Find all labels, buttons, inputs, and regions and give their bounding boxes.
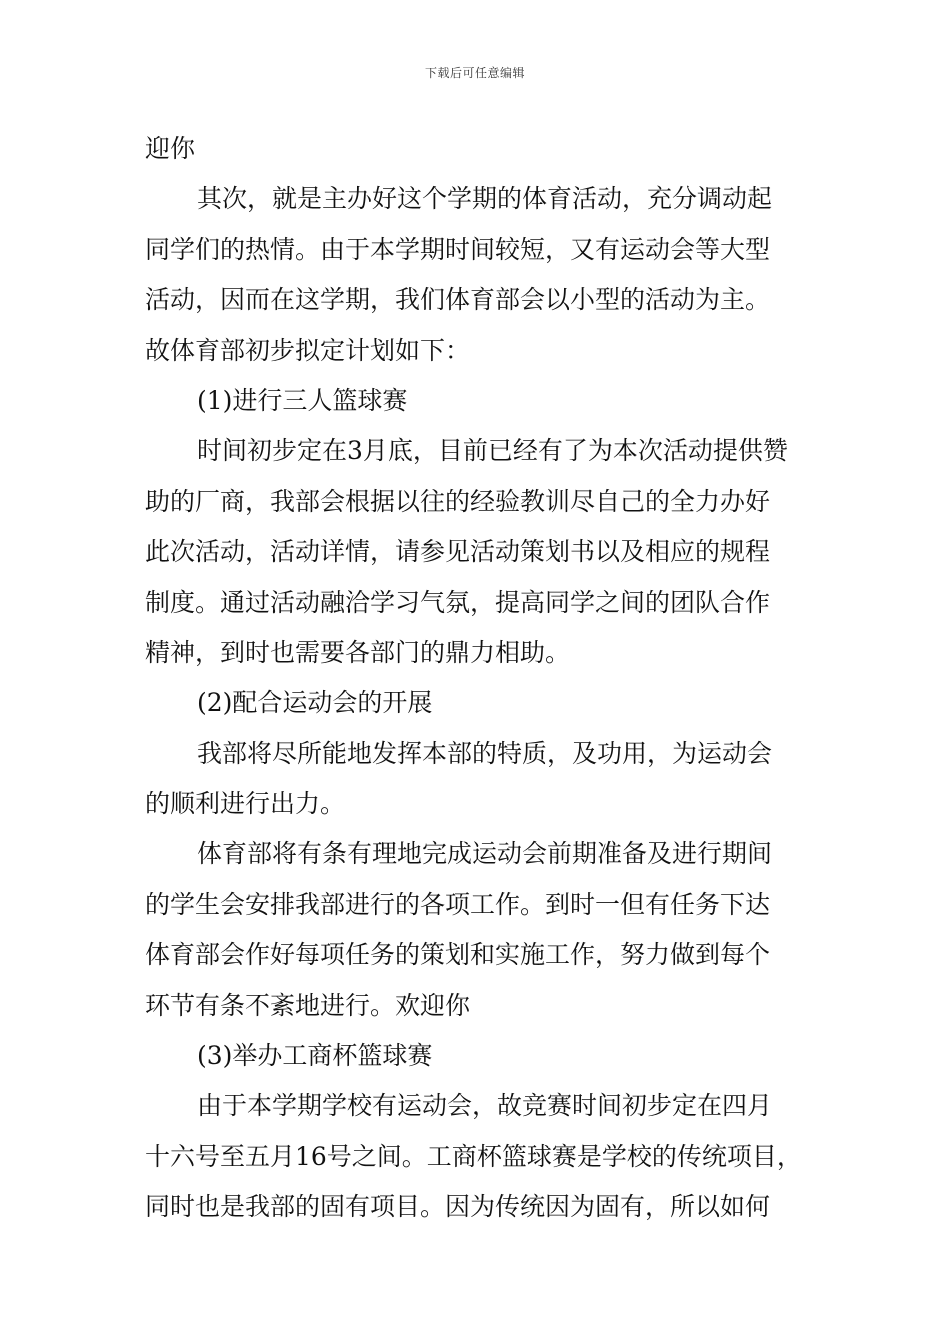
text-line: 体育部将有条有理地完成运动会前期准备及进行期间 [197, 839, 773, 869]
header-note: 下载后可任意编辑 [424, 66, 525, 80]
text-line: (2)配合运动会的开展 [197, 688, 433, 718]
text-line: 时间初步定在3月底，目前已经有了为本次活动提供赞 [197, 436, 788, 466]
text-line: 制度。通过活动融洽学习气氛，提高同学之间的团队合作 [145, 587, 771, 617]
text-line: 十六号至五月16号之间。工商杯篮球赛是学校的传统项目， [145, 1141, 802, 1171]
text-line: 的顺利进行出力。 [145, 789, 346, 819]
text-line: 助的厂商，我部会根据以往的经验教训尽自己的全力办好 [145, 486, 771, 516]
text-line: (3)举办工商杯篮球赛 [197, 1041, 433, 1071]
text-line: (1)进行三人篮球赛 [197, 385, 408, 415]
text-line: 体育部会作好每项任务的策划和实施工作，努力做到每个 [145, 940, 771, 970]
text-line: 同时也是我部的固有项目。因为传统因为固有，所以如何 [145, 1192, 771, 1222]
text-line: 同学们的热情。由于本学期时间较短，又有运动会等大型 [145, 234, 771, 264]
text-line: 其次，就是主办好这个学期的体育活动，充分调动起 [197, 184, 773, 214]
text-line: 的学生会安排我部进行的各项工作。到时一但有任务下达 [145, 889, 771, 919]
text-line: 我部将尽所能地发挥本部的特质，及功用，为运动会 [197, 738, 773, 768]
text-line: 此次活动，活动详情，请参见活动策划书以及相应的规程 [145, 537, 771, 567]
document-body [145, 124, 825, 1233]
text-line: 精神，到时也需要各部门的鼎力相助。 [145, 637, 571, 667]
text-line: 环节有条不紊地进行。欢迎你 [145, 990, 471, 1020]
text-line: 故体育部初步拟定计划如下： [145, 335, 471, 365]
text-line: 由于本学期学校有运动会，故竞赛时间初步定在四月 [197, 1091, 773, 1121]
text-line: 活动，因而在这学期，我们体育部会以小型的活动为主。 [145, 285, 771, 315]
text-line: 迎你 [145, 134, 196, 163]
